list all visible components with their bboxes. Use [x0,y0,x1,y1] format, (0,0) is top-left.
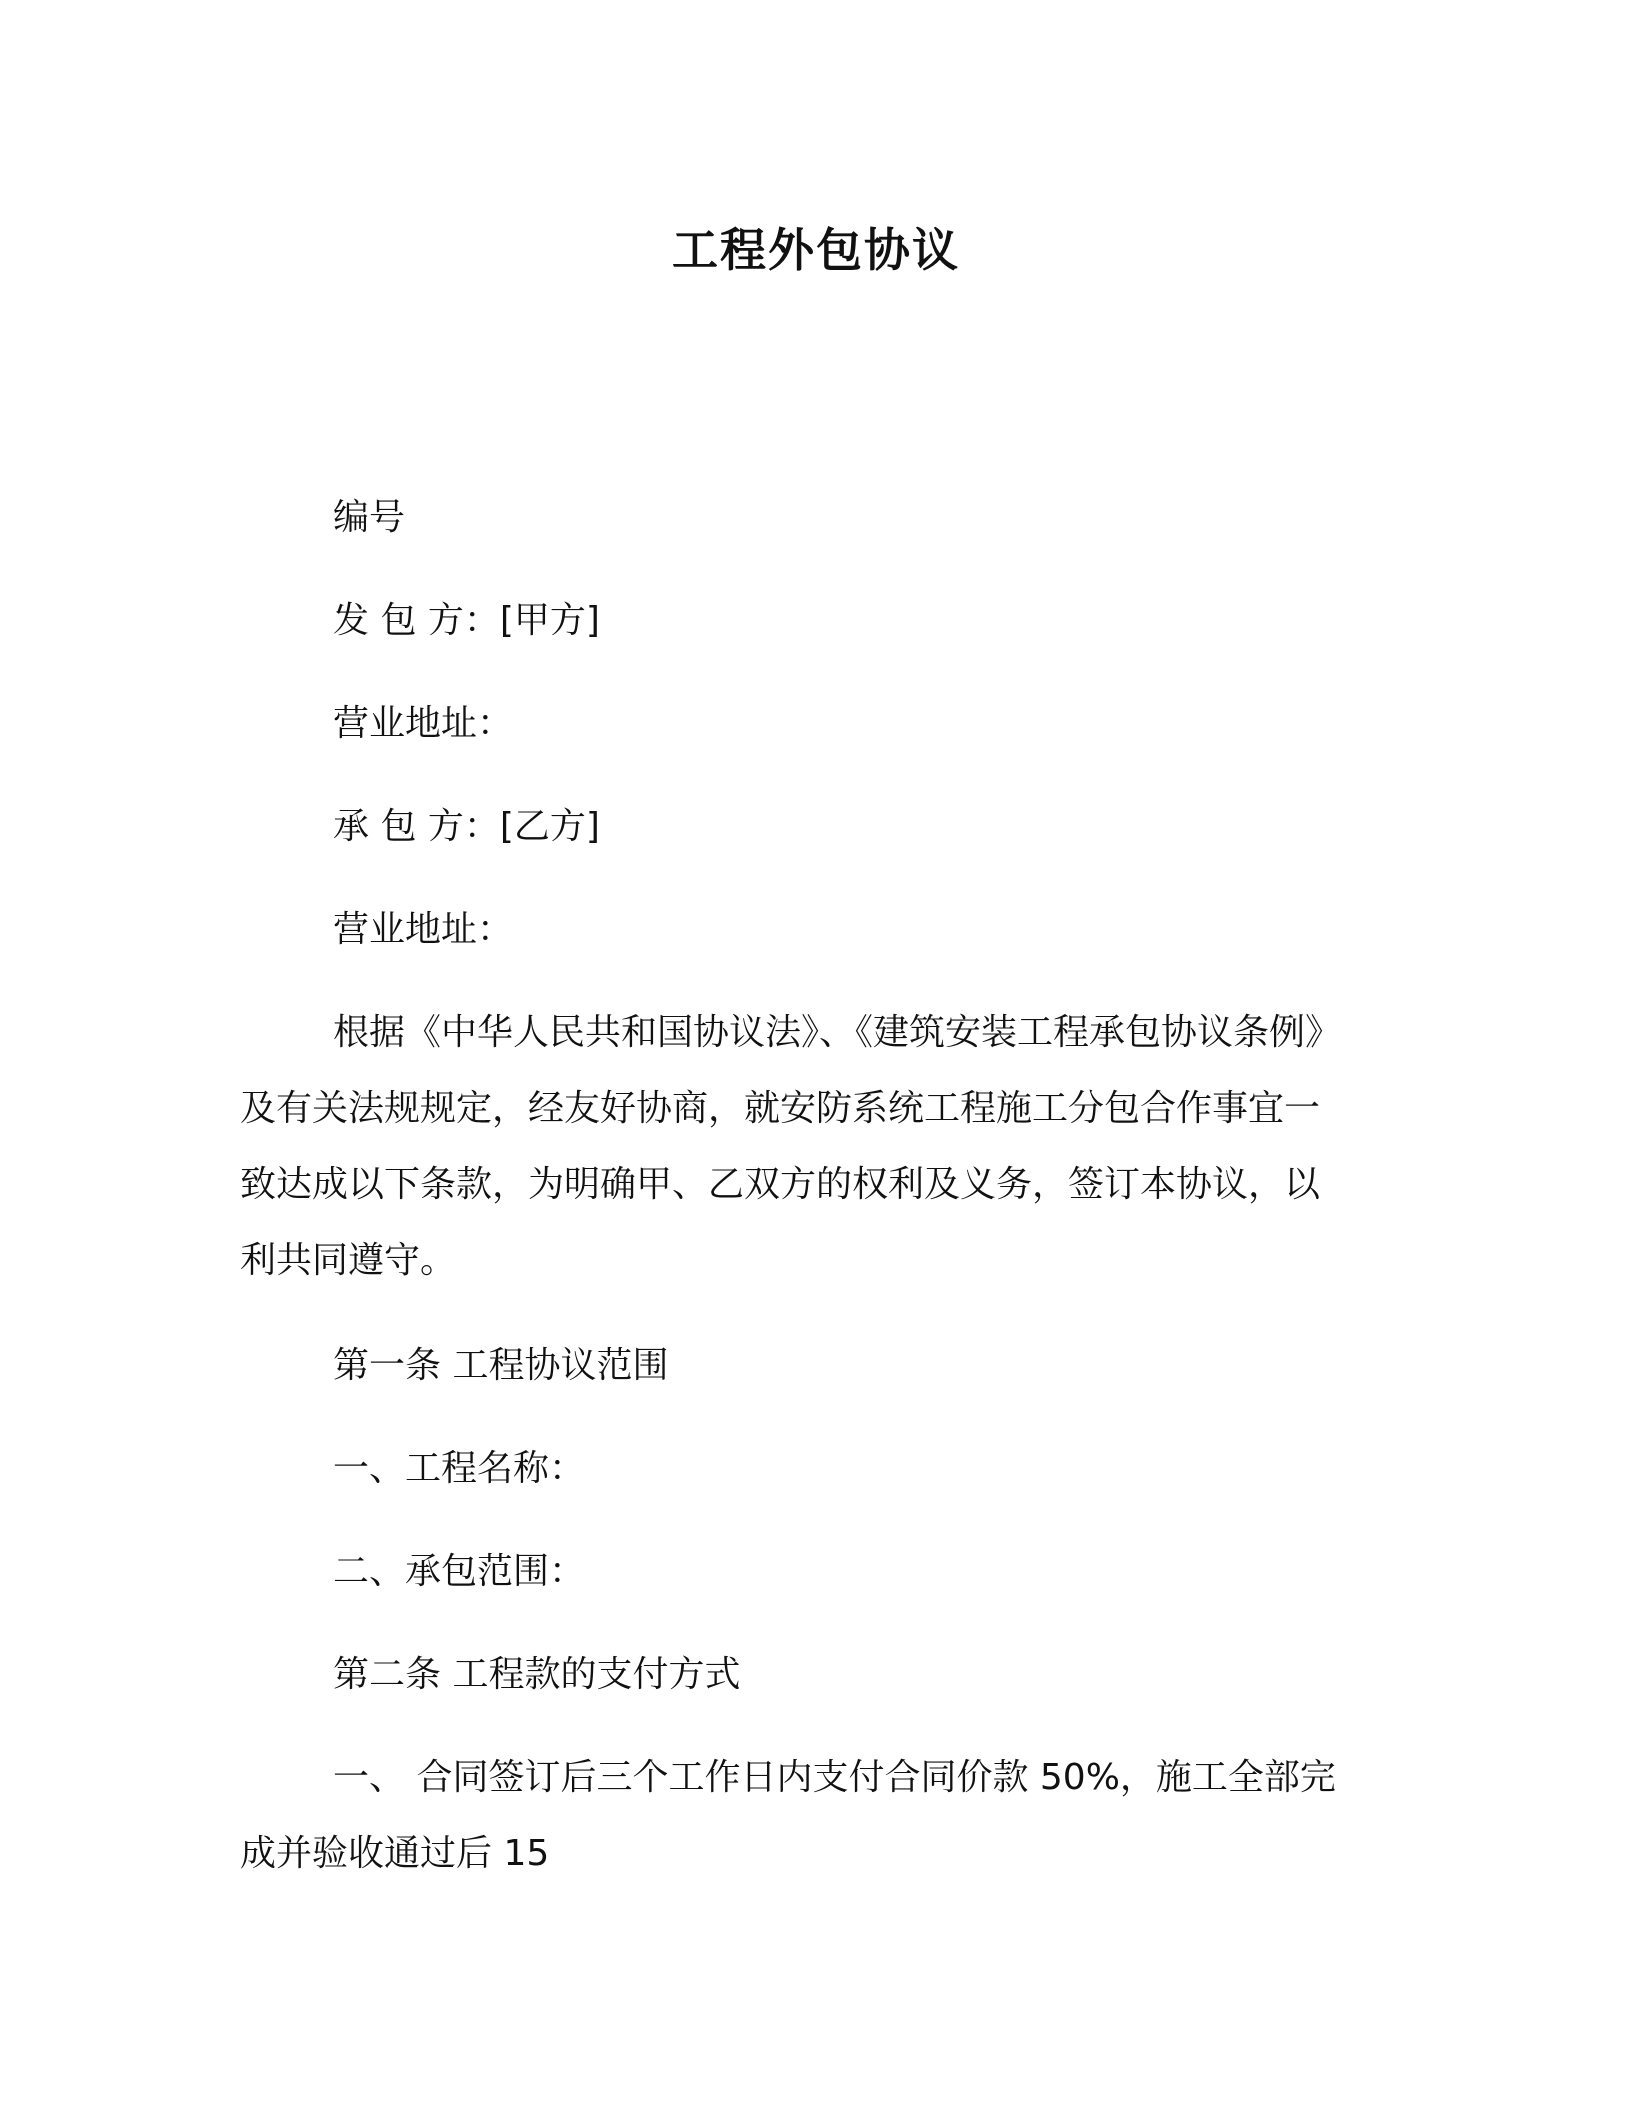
payment-line-2: 成并验收通过后 15 [240,1833,550,1874]
document-title: 工程外包协议 [672,223,960,277]
preamble-line-1: 根据《中华人民共和国协议法》、《建筑安装工程承包协议条例》 [333,1012,1342,1053]
article-1-heading: 第一条 工程协议范围 [333,1345,669,1386]
contractor-address-line: 营业地址： [333,909,514,950]
preamble-line-2: 及有关法规规定，经友好协商，就安防系统工程施工分包合作事宜一 [240,1088,1321,1129]
preamble-line-3: 致达成以下条款，为明确甲、乙双方的权利及义务，签订本协议，以 [240,1164,1321,1205]
payment-line-1: 一、 合同签订后三个工作日内支付合同价款 50%，施工全部完 [333,1757,1336,1798]
scope-line: 二、承包范围： [333,1551,586,1592]
preamble-line-4: 利共同遵守。 [240,1240,457,1281]
number-label: 编号 [333,497,406,538]
project-name-line: 一、工程名称： [333,1448,586,1489]
article-2-heading: 第二条 工程款的支付方式 [333,1654,741,1695]
issuer-line: 发 包 方：[甲方] [333,600,600,641]
issuer-address-line: 营业地址： [333,703,514,744]
contractor-line: 承 包 方：[乙方] [333,806,600,847]
